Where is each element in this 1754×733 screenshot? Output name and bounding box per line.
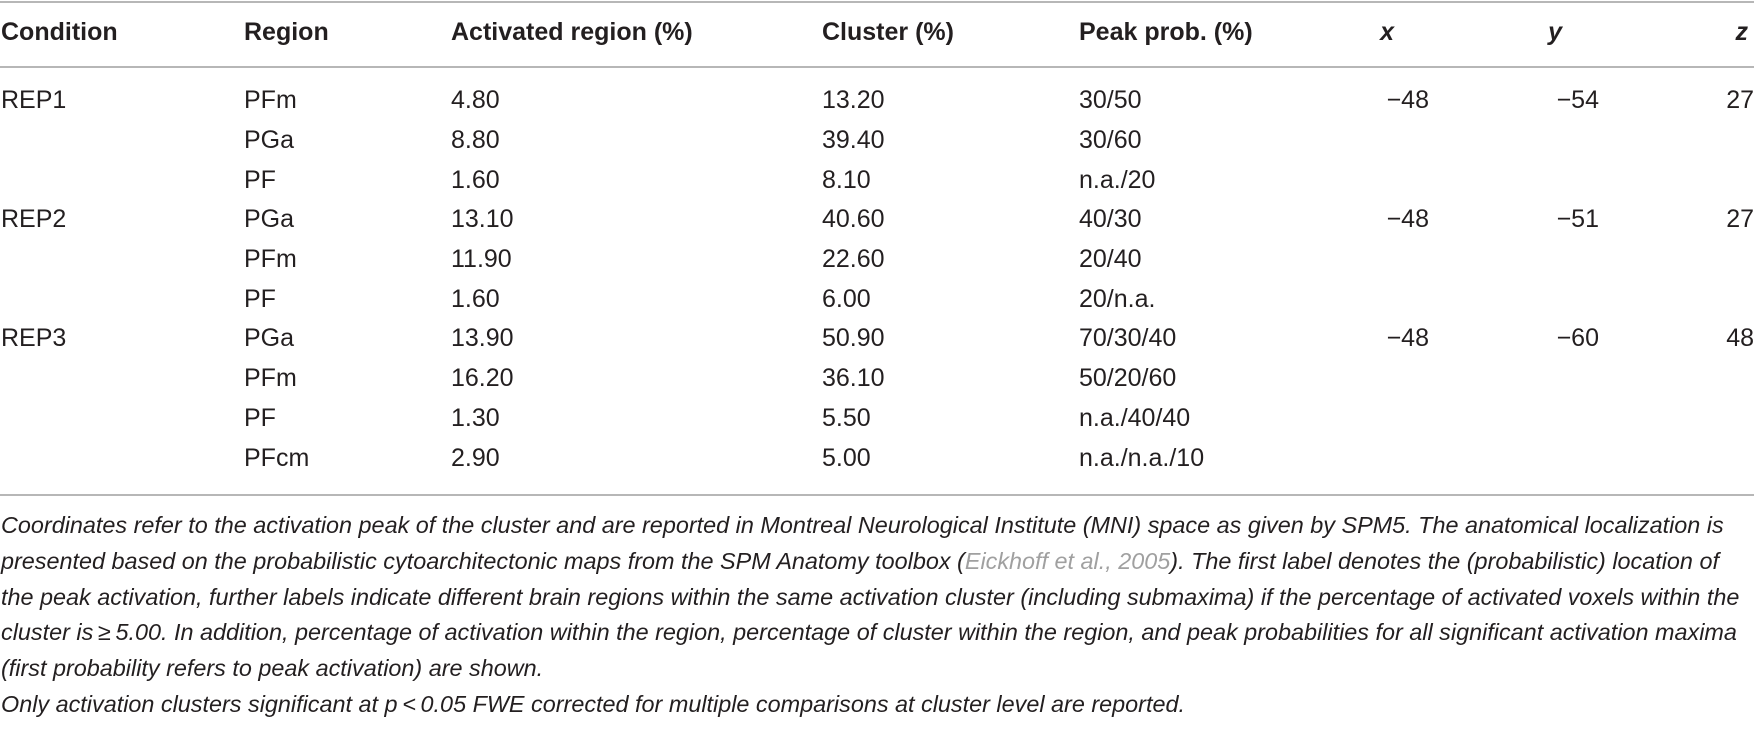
cell-cluster: 13.20 — [822, 86, 885, 114]
table-row — [0, 318, 1754, 358]
table-row — [0, 279, 1754, 319]
cell-cluster: 50.90 — [822, 324, 885, 352]
cell-z: 27 — [1726, 205, 1754, 233]
header-peak-prob: Peak prob. (%) — [1079, 18, 1253, 46]
cell-cluster: 5.50 — [822, 404, 871, 432]
cell-condition: REP3 — [1, 324, 67, 352]
cell-region: PF — [244, 404, 276, 432]
table-row — [0, 199, 1754, 239]
cell-region: PFm — [244, 86, 297, 114]
footnote-significance: Only activation clusters significant at p < 0.05 FWE corrected for multiple comparisons at cluster level are reported. — [1, 690, 1185, 717]
table-row — [0, 239, 1754, 279]
cell-condition: REP1 — [1, 86, 67, 114]
cell-activated-region: 11.90 — [451, 245, 512, 273]
cell-activated-region: 16.20 — [451, 364, 514, 392]
header-y: y — [1548, 18, 1562, 46]
bottom-rule — [0, 494, 1754, 496]
cell-activated-region: 13.10 — [451, 205, 514, 233]
table-row — [0, 80, 1754, 120]
header-rule — [0, 66, 1754, 68]
top-rule — [0, 1, 1754, 3]
table-row — [0, 120, 1754, 160]
header-x: x — [1380, 18, 1394, 46]
cell-cluster: 39.40 — [822, 126, 885, 154]
cell-region: PGa — [244, 126, 295, 154]
cell-activated-region: 1.60 — [451, 166, 500, 194]
header-activated-region: Activated region (%) — [451, 18, 693, 46]
cell-cluster: 22.60 — [822, 245, 885, 273]
cell-y: −60 — [1556, 324, 1599, 352]
cell-y: −51 — [1556, 205, 1599, 233]
footnote-text-part2: ). The first label denotes the (probabilistic) location of the peak activation, further labels indicate different brain regions within the same activation cluster (including submaxima) if the percentage of activated voxels within the cluster is ≥ 5.00. In addition, percentage of activation within the region, percentage of cluster within the region, and peak probabilities for all significant activation maxima (first probability refers to peak activation) are shown. — [1, 547, 1740, 682]
cell-activated-region: 4.80 — [451, 86, 500, 114]
cell-region: PFm — [244, 364, 297, 392]
cell-peak-prob: n.a./40/40 — [1079, 404, 1191, 432]
cell-z: 48 — [1726, 324, 1754, 352]
cell-activated-region: 1.30 — [451, 404, 500, 432]
table-row — [0, 398, 1754, 438]
cell-peak-prob: n.a./20 — [1079, 166, 1156, 194]
table-row — [0, 438, 1754, 478]
cell-activated-region: 2.90 — [451, 444, 500, 472]
cell-peak-prob: 70/30/40 — [1079, 324, 1177, 352]
cell-activated-region: 8.80 — [451, 126, 500, 154]
cell-peak-prob: 50/20/60 — [1079, 364, 1177, 392]
cell-peak-prob: 20/40 — [1079, 245, 1142, 273]
table-row — [0, 358, 1754, 398]
cell-cluster: 5.00 — [822, 444, 871, 472]
cell-cluster: 8.10 — [822, 166, 871, 194]
cell-region: PFm — [244, 245, 297, 273]
header-condition: Condition — [1, 18, 118, 46]
cell-x: −48 — [1386, 86, 1429, 114]
cell-z: 27 — [1726, 86, 1754, 114]
header-cluster: Cluster (%) — [822, 18, 954, 46]
cell-region: PF — [244, 166, 276, 194]
cell-peak-prob: n.a./n.a./10 — [1079, 444, 1205, 472]
header-z: z — [1735, 18, 1748, 46]
cell-peak-prob: 30/50 — [1079, 86, 1142, 114]
cell-peak-prob: 30/60 — [1079, 126, 1142, 154]
cell-region: PFcm — [244, 444, 310, 472]
cell-region: PGa — [244, 324, 295, 352]
table-row — [0, 160, 1754, 200]
cell-y: −54 — [1556, 86, 1599, 114]
cell-condition: REP2 — [1, 205, 67, 233]
header-region: Region — [244, 18, 329, 46]
cell-x: −48 — [1386, 324, 1429, 352]
table-footnote — [1, 508, 1753, 723]
citation-link[interactable]: Eickhoff et al., 2005 — [964, 547, 1171, 574]
cell-activated-region: 1.60 — [451, 285, 500, 313]
cell-peak-prob: 20/n.a. — [1079, 285, 1156, 313]
cell-peak-prob: 40/30 — [1079, 205, 1142, 233]
cell-region: PGa — [244, 205, 295, 233]
cell-activated-region: 13.90 — [451, 324, 514, 352]
cell-cluster: 40.60 — [822, 205, 885, 233]
footnote-text-part1: Coordinates refer to the activation peak of the cluster and are reported in Montreal Neurological Institute (MNI) space as given by SPM5. The anatomical localization is presented based on the probabilistic cytoarchitectonic maps from the SPM Anatomy toolbox ( — [1, 512, 1724, 574]
cell-cluster: 36.10 — [822, 364, 885, 392]
cell-cluster: 6.00 — [822, 285, 871, 313]
cell-region: PF — [244, 285, 276, 313]
table-header-row — [0, 12, 1754, 52]
footnote-paragraph — [1, 508, 1753, 687]
cell-x: −48 — [1386, 205, 1429, 233]
